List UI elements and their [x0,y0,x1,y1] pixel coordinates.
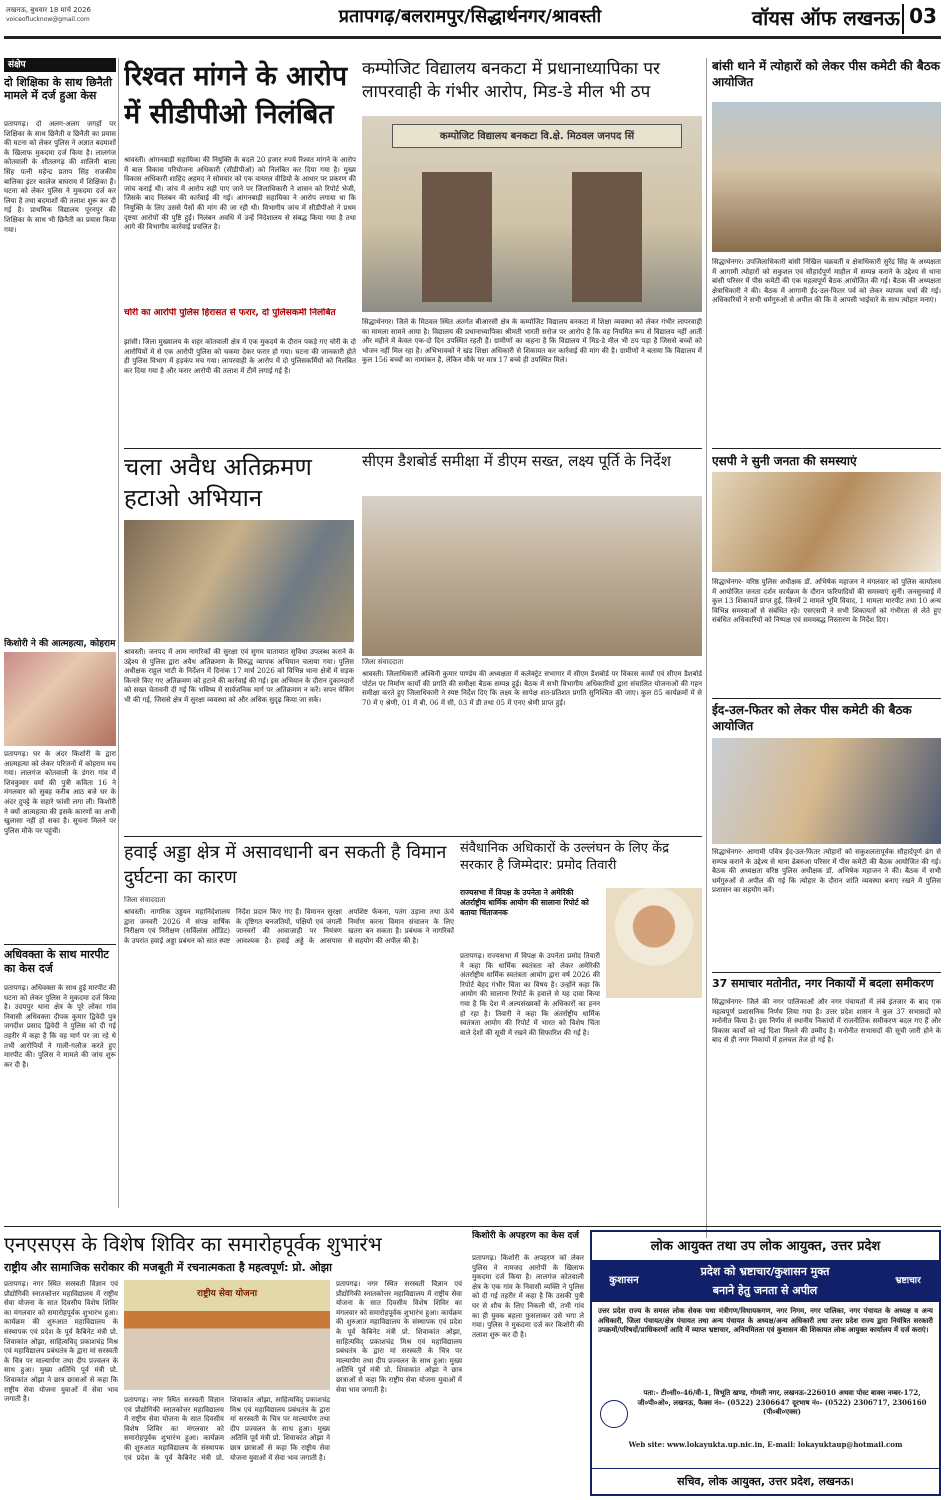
story-airport-byline: जिला संवाददाता [124,896,166,904]
story-eid-body: सिद्धार्थनगर- आगामी पवित्र ईद-उल-फितर त्योहारों को सकुशलतापूर्वक सौहार्दपूर्ण ढंग से सम्पन्न कराने के उद्देश्य से थाना ढेबरुआ परिसर में पीस कमेटी की बैठक आयोजित की गई। बैठक की अध्यक्षता वरिष्ठ पुलिस अधीक्षक डॉ. अभिषेक महाजन ने की। बैठक में सभी धर्मगुरुओं से अपील की गई कि त्योहार के दौरान शांति व्यवस्था बनाए रखने में पुलिस प्रशासन का सहयोग करें। [712,848,941,895]
story-bansi-photo [712,102,941,252]
ad-contact: पता:- टी०सी०-46/वी-1, विभूति खण्ड, गोमती नगर, लखनऊ-226010 अथवा पोस्ट बाक्स नम्बर-172, जी०पी०ओ०, लखनऊ, फैक्स नं०- (0522) 2306647 दूरभाष नं०- (0522) 2306717, 2306160 (पी०बी०एक्स) [637,1388,927,1417]
story-encroachment-drive [124,452,354,830]
story-pramod-tiwari [460,840,702,1220]
story-nss-body-bottom: प्रतापगढ़। नगर स्थित सरस्वती विज्ञान एवं प्रौद्योगिकी स्नातकोत्तर महाविद्यालय में राष्ट्रीय सेवा योजना के सात दिवसीय विशेष शिविर का मंगलवार को समारोहपूर्वक शुभारंभ हुआ। कार्यक्रम की शुरुआत महाविद्यालय के संस्थापक एवं प्रदेश के पूर्व कैबिनेट मंत्री प्रो. शिवाकांत ओझा, साहित्यविद् प्रकाशचंद्र मिश्र एवं महाविद्यालय प्रबंधतंत्र के द्वारा मां सरस्वती के चित्र पर माल्यार्पण तथा दीप प्रज्वलन के साथ हुआ। मुख्य अतिथि पूर्व मंत्री प्रो. शिवाकांत ओझा ने छात्र छात्राओं से कहा कि राष्ट्रीय सेवा योजना युवाओं में सेवा भाव जगाती है। [124,1396,330,1462]
story-nss-banner: राष्ट्रीय सेवा योजना [196,1289,258,1299]
story-nominations-rule [712,972,941,973]
story-bansi-peace-committee [712,58,941,442]
story-cdpo-body: श्रावस्ती। आंगनबाड़ी सहायिका की नियुक्ति के बदले 20 हजार रुपये रिश्वत मांगने के आरोप में बाल विकास परियोजना अधिकारी (सीडीपीओ) को निलंबित कर दिया गया है। मुख्य विकास अधिकारी शाहिद अहमद ने सोमवार को एक वायरल वीडियो के आधार पर प्रकरण की जांच कराई थी। जांच में आरोप सही पाए जाने पर जिलाधिकारी ने शासन को रिपोर्ट भेजी, जिसके बाद निलंबन की कार्रवाई की गई। आंगनबाड़ी सहायिका ने आरोप लगाया था कि नियुक्ति के लिए उससे पैसों की मांग की जा रही थी। विभागीय जांच में सीडीपीओ ने प्रथम दृष्टया आरोपों की पुष्टि हुई। निलंबन अवधि में उन्हें निदेशालय से संबद्ध किया गया है तथा आगे की विभागीय कार्रवाई प्रचलित है। [124,156,356,232]
story-airport-safety [124,840,454,1220]
masthead-paper-name: वॉयस ऑफ लखनऊ [752,6,900,30]
story-cdpo-subbody: झांसी। जिला मुख्यालय के शहर कोतवाली क्षेत्र में एक मुकदमे के दौरान पकड़े गए चोरी के दो आरोपियों में से एक आरोपी पुलिस को चकमा देकर फरार हो गया। घटना की जानकारी होते ही पुलिस विभाग में हड़कंप मच गया। लापरवाही के आरोप में दो पुलिसकर्मियों को निलंबित कर दिया गया है और फरार आरोपी की तलाश में टीमें लगाई गई हैं। [124,338,356,375]
ad-body: उत्तर प्रदेश राज्य के समस्त लोक सेवक यथा मंत्रीगण/विधायकगण, नगर निगम, नगर पालिका, नगर पंचायत के अध्यक्ष व अन्य अधिकारी, जिला पंचायत/क्षेत्र पंचायत तथा अन्य पंचायत के अध्यक्ष/अन्य अधिकारी तथा उत्तर प्रदेश राज्य द्वारा नियंत्रित सरकारी उपक्रमों/परिषदों/प्राधिकरणों आदि में व्याप्त भ्रष्टाचार, अनियमितता एवं कुशासन की शिकायत लोक आयुक्त कार्यालय में दर्ज कराएं। [598,1306,933,1335]
story-kidnap-body: प्रतापगढ़। किशोरी के अपहरण को लेकर पुलिस ने नामजद आरोपी के खिलाफ मुकदमा दर्ज किया है। लालगंज कोतवाली क्षेत्र के एक गांव के निवासी व्यक्ति ने पुलिस को दी गई तहरीर में कहा है कि उसकी पुत्री घर से शौच के लिए निकली थी, तभी गांव का ही युवक बहला फुसलाकर उसे भगा ले गया। पुलिस ने मुकदमा दर्ज कर किशोरी की तलाश शुरू कर दी है। [472,1254,584,1339]
story-encroachment-headline: चला अवैध अतिक्रमण हटाओ अभियान [124,453,312,512]
brief-headline-1: दो शिक्षिका के साथ छिनैती मामले में दर्ज हुआ केस [4,76,112,102]
brief-body-2: प्रतापगढ़। घर के अंदर किशोरी के द्वारा आत्महत्या को लेकर परिजनों में कोहराम मच गया। लालगंज कोतवाली के डंगरा गांव में शिवकुमार वर्मा की पुत्री कविता 16 ने मंगलवार को सुबह करीब आठ बजे घर के अंदर दुपट्टे के सहारे फांसी लगा ली। किशोरी ने क्यों आत्महत्या की इसके कारणों का अभी खुलासा नहीं हो सका है। सूचना मिलने पर पुलिस मौके पर पहुंची। [4,750,116,835]
ad-title: लोक आयुक्त तथा उप लोक आयुक्त, उत्तर प्रदेश [650,1239,881,1254]
story-nominations-body: सिद्धार्थनगर- जिले की नगर पालिकाओं और नगर पंचायतों में लंबे इंतजार के बाद एक महत्वपूर्ण प्रशासनिक निर्णय लिया गया है। उत्तर प्रदेश शासन ने कुल 37 सभासदों को मनोनीत किया है। इस निर्णय से स्थानीय निकायों में राजनीतिक समीकरण बदल गए हैं और विकास कार्यों को नई दिशा मिलने की उम्मीद है। मनोनीत सभासदों की सूची जारी होने के बाद से ही नगर निकायों में हलचल तेज हो गई है। [712,998,941,1045]
brief-column [4,58,116,938]
row-rule-1 [124,448,702,449]
lokayukta-ad [590,1230,941,1496]
story-cm-byline: जिला संवाददाता [362,658,404,666]
story-sp-public-hearing [712,448,941,692]
brief-headline-3: अधिवक्ता के साथ मारपीट का केस दर्ज [4,948,109,975]
school-door-right [572,172,642,302]
story-encroachment-photo [124,520,354,642]
story-cdpo-headline: रिश्वत मांगने के आरोप में सीडीपीओ निलंबित [124,61,348,130]
story-eid-rule [712,698,941,699]
story-cdpo-subheadline: चोरी का आरोपी पुलिस हिरासत से फरार, दो पुलिसकर्मी निलंबित [124,308,336,318]
ad-emblem [600,1400,628,1428]
story-nss-body-left: प्रतापगढ़। नगर स्थित सरस्वती विज्ञान एवं प्रौद्योगिकी स्नातकोत्तर महाविद्यालय में राष्ट्रीय सेवा योजना के सात दिवसीय विशेष शिविर का मंगलवार को समारोहपूर्वक शुभारंभ हुआ। कार्यक्रम की शुरुआत महाविद्यालय के संस्थापक एवं प्रदेश के पूर्व कैबिनेट मंत्री प्रो. शिवाकांत ओझा, साहित्यविद् प्रकाशचंद्र मिश्र एवं महाविद्यालय प्रबंधतंत्र के द्वारा मां सरस्वती के चित्र पर माल्यार्पण तथा दीप प्रज्वलन के साथ हुआ। मुख्य अतिथि पूर्व मंत्री प्रो. शिवाकांत ओझा ने छात्र छात्राओं से कहा कि राष्ट्रीय सेवा योजना युवाओं में सेवा भाव जगाती है। [4,1280,118,1404]
school-door-left [422,172,492,302]
story-cm-dashboard [362,452,702,830]
masthead-rule [4,36,941,39]
story-school-headline: कम्पोजिट विद्यालय बनकटा में प्रधानाध्यापिका पर लापरवाही के गंभीर आरोप, मिड-डे मील भी ठप [362,59,660,102]
story-nss-photo [124,1280,330,1390]
story-sp-photo [712,472,941,572]
story-cm-headline: सीएम डैशबोर्ड समीक्षा में डीएम सख्त, लक्ष्य पूर्ति के निर्देश [362,452,671,470]
story-pramod-kicker: राज्यसभा में विपक्ष के उपनेता ने अमेरिकी अंतर्राष्ट्रीय धार्मिक आयोग की सालाना रिपोर्ट को बताया चिंताजनक [460,888,589,917]
row-rule-3 [4,1226,941,1227]
ad-left-tag: कुशासन [609,1275,639,1286]
story-kidnap [472,1230,584,1496]
brief-tag: संक्षेप [4,58,116,72]
story-nss-body-right: प्रतापगढ़। नगर स्थित सरस्वती विज्ञान एवं प्रौद्योगिकी स्नातकोत्तर महाविद्यालय में राष्ट्रीय सेवा योजना के सात दिवसीय विशेष शिविर का मंगलवार को समारोहपूर्वक शुभारंभ हुआ। कार्यक्रम की शुरुआत महाविद्यालय के संस्थापक एवं प्रदेश के पूर्व कैबिनेट मंत्री प्रो. शिवाकांत ओझा, साहित्यविद् प्रकाशचंद्र मिश्र एवं महाविद्यालय प्रबंधतंत्र के द्वारा मां सरस्वती के चित्र पर माल्यार्पण तथा दीप प्रज्वलन के साथ हुआ। मुख्य अतिथि पूर्व मंत्री प्रो. शिवाकांत ओझा ने छात्र छात्राओं से कहा कि राष्ट्रीय सेवा योजना युवाओं में सेवा भाव जगाती है। [336,1280,462,1394]
story-pramod-body: प्रतापगढ़। राज्यसभा में विपक्ष के उपनेता प्रमोद तिवारी ने कहा कि धार्मिक स्वतंत्रता को लेकर अमेरिकी अंतर्राष्ट्रीय धार्मिक स्वतंत्रता आयोग द्वारा वर्ष 2026 की रिपोर्ट बेहद गंभीर चिंता का विषय है। उन्होंने कहा कि आयोग की सालाना रिपोर्ट के हवाले से यह दावा किया गया है कि देश में अल्पसंख्यकों के अधिकारों का हनन हो रहा है। तिवारी ने कहा कि अंतर्राष्ट्रीय धार्मिक स्वतंत्रता आयोग की रिपोर्ट में भारत को विशेष चिंता वाले देशों की सूची में रखने की सिफारिश की गई है। [460,952,600,1037]
story-pramod-photo [606,888,702,998]
story-school-body: सिद्धार्थनगर। जिले के मिठवल स्थित अंतर्गत बीआरसी क्षेत्र के कम्पोजिट विद्यालय बनकटा में शिक्षा व्यवस्था को लेकर गंभीर लापरवाही का मामला सामने आया है। विद्यालय की प्रधानाध्यापिका श्रीमती भारती सरोज पर आरोप है कि वह नियमित रूप से विद्यालय नहीं आतीं और महीने में केवल एक-दो दिन उपस्थित रहती हैं। ग्रामीणों का कहना है कि विद्यालय में मिड-डे मील भी ठप पड़ा है जिससे बच्चों को भोजन नहीं मिल रहा है। अभिभावकों ने खंड शिक्षा अधिकारी से शिकायत कर कार्रवाई की मांग की है। ग्रामीणों ने बताया कि विद्यालय में कुल 156 बच्चों का नामांकन है, लेकिन मौके पर मात्र 17 बच्चे ही उपस्थित मिले। [362,318,702,365]
ad-right-tag: भ्रष्टाचार [895,1276,921,1286]
story-bansi-body: सिद्धार्थनगर। उपजिलाधिकारी बांसी निखिल चक्रवर्ती व क्षेत्राधिकारी सुरेंद्र सिंह के अध्यक्षता में आगामी त्योहारों को सकुशल एवं सौहार्दपूर्ण माहौल में सम्पन्न कराने के उद्देश्य से थाना बांसी परिसर में पीस कमेटी की एक महत्वपूर्ण बैठक आयोजित की गई। बैठक की अध्यक्षता क्षेत्राधिकारी ने की। बैठक में आगामी ईद-उल-फितर पर्व को लेकर व्यापक चर्चा की गई। अधिकारियों ने सभी धर्मगुरुओं से अपील की कि वे आपसी भाईचारे के साथ त्योहार मनाएं। [712,258,941,305]
story-eid-photo [712,738,941,844]
story-cm-body: श्रावस्ती। जिलाधिकारी अश्विनी कुमार पाण्डेय की अध्यक्षता में कलेक्ट्रेट सभागार में सीएम डैशबोर्ड पर विकास कार्यों एवं सीएम डैशबोर्ड पोर्टल पर निर्माण कार्यों की प्रगति की समीक्षा बैठक सम्पन्न हुई। बैठक में सभी विभागीय अधिकारियों द्वारा संचालित योजनाओं की गहन समीक्षा करते हुए जिलाधिकारी ने स्पष्ट निर्देश दिए कि लक्ष्य के सापेक्ष शत-प्रतिशत प्रगति सुनिश्चित की जाए। कुल 85 कार्यक्रमों में से 70 में ए श्रेणी, 01 में बी, 06 में सी, 03 में डी तथा 05 में एनए श्रेणी प्राप्त हुई। [362,670,702,707]
brief-headline-2: किशोरी ने की आत्महत्या, कोहराम [4,639,116,649]
masthead-email: voiceoflucknow@gmail.com [6,16,90,23]
row-rule-2 [124,836,702,837]
story-bansi-headline: बांसी थाने में त्योहारों को लेकर पीस कमेटी की बैठक आयोजित [712,59,940,89]
story-eid-headline: ईद-उल-फितर को लेकर पीस कमेटी की बैठक आयोजित [712,703,912,733]
story-sp-body: सिद्धार्थनगर- वरिष्ठ पुलिस अधीक्षक डॉ. अभिषेक महाजन ने मंगलवार को पुलिस कार्यालय में आयोजित जनता दर्शन कार्यक्रम के दौरान फरियादियों की समस्याएं सुनीं। जनसुनवाई में कुल 13 शिकायतें प्राप्त हुईं, जिनमें 2 मामले भूमि विवाद, 1 मामला मारपीट तथा 10 अन्य विभिन्न समस्याओं से संबंधित रहे। एसएसपी ने सभी शिकायतों को गंभीरता से लेते हुए संबंधित अधिकारियों को निष्पक्ष एवं समयबद्ध निस्तारण के निर्देश दिए। [712,578,941,625]
story-sp-headline: एसपी ने सुनी जनता की समस्याएं [712,454,857,468]
story-nominations-headline: 37 समाचार मतोनीत, नगर निकायों में बदला समीकरण [712,977,934,990]
ad-slogan-2: बनाने हेतु जनता से अपील [712,1284,818,1297]
story-nss-camp [4,1230,462,1496]
masthead [0,0,945,54]
story-nss-headline: एनएसएस के विशेष शिविर का समारोहपूर्वक शुभारंभ [4,1232,382,1256]
brief-rule [4,944,116,945]
brief-body-1: प्रतापगढ़। दो अलग-अलग जगहों पर शिक्षिका के साथ छिनैती व छिनैती का प्रयास की घटना को लेकर पुलिस ने अज्ञात बदमाशों के खिलाफ मुकदमा दर्ज किया है। लालगंज कोतवाली के शीतलगढ़ की शालिनी बाला सिंह पत्नी महेन्द्र प्रताप सिंह राजकीय बालिका इंटर कालेज बाघराय में शिक्षिका हैं। घटना को लेकर पुलिस ने मुकदमा दर्ज कर लिया है तथा बदमाशों की तलाश शुरू कर दी गई है। प्राथमिक विद्यालय पूरनपुर की शिक्षिका के साथ भी छिनैती का प्रयास किया गया। [4,120,116,234]
story-airport-headline: हवाई अड्डा क्षेत्र में असावधानी बन सकती है विमान दुर्घटना का कारण [124,842,447,888]
story-eid-peace-committee [712,698,941,968]
masthead-section: प्रतापगढ़/बलरामपुर/सिद्धार्थनगर/श्रावस्ती [338,6,602,27]
story-cdpo-suspended [124,58,356,446]
ad-slogan-1: प्रदेश को भ्रष्टाचार/कुशासन मुक्त [700,1265,830,1278]
column-rule-2 [706,58,707,1238]
story-sp-rule [712,448,941,449]
ad-website: Web site: www.lokayukta.up.nic.in, E-mail: lokayuktaup@hotmail.com [628,1440,903,1449]
ad-footer: सचिव, लोक आयुक्त, उत्तर प्रदेश, लखनऊ। [592,1468,939,1494]
brief-photo [4,652,116,746]
column-rule-1 [118,58,119,1208]
story-nominations [712,972,941,1234]
school-sign: कम्पोजिट विद्यालय बनकटा वि.क्षे. मिठवल जनपद सिं [392,124,682,148]
brief-column-2 [4,944,116,1204]
brief-body-3: प्रतापगढ़। अधिवक्ता के साथ हुई मारपीट की घटना को लेकर पुलिस ने मुकदमा दर्ज किया है। उदयपुर थाना क्षेत्र के पूरे लोका गांव निवासी अधिवक्ता दीपक कुमार द्विवेदी पुत्र जगदीश प्रसाद द्विवेदी ने पुलिस को दी गई तहरीर में कहा है कि वह मार्ग पर जा रहे थे तभी आरोपियों ने गाली-गलौज करते हुए मारपीट की। पुलिस ने मामले की जांच शुरू कर दी है। [4,984,116,1069]
story-kidnap-headline: किशोरी के अपहरण का केस दर्ज [472,1231,579,1241]
story-nss-subhead: राष्ट्रीय और सामाजिक सरोकार की मजबूती में रचनात्मकता है महत्वपूर्ण: प्रो. ओझा [4,1261,332,1274]
story-encroachment-body: श्रावस्ती। जनपद में आम नागरिकों की सुरक्षा एवं सुगम यातायात सुविधा उपलब्ध कराने के उद्देश्य से पुलिस द्वारा अवैध अतिक्रमण के विरुद्ध व्यापक अभियान चलाया गया। पुलिस अधीक्षक राहुल भाटी के निर्देशन में दिनांक 17 मार्च 2026 को विभिन्न थाना क्षेत्रों में सड़क किनारे किए गए अतिक्रमण को हटाने की कार्रवाई की गई। इस अभियान के दौरान दुकानदारों को सख्त चेतावनी दी गई कि भविष्य में सार्वजनिक मार्ग पर अतिक्रमण न करें। सपन चेकिंग भी की गई, जिससे क्षेत्र में सुरक्षा व्यवस्था को और अधिक सुदृढ़ किया जा सके। [124,648,354,704]
masthead-page-number: 03 [902,4,942,34]
story-school-photo [362,116,702,312]
story-pramod-headline: संवैधानिक अधिकारों के उल्लंघन के लिए केंद्र सरकार है जिम्मेदार: प्रमोद तिवारी [460,841,669,873]
story-airport-body: श्रावस्ती। नागरिक उड्डयन महानिदेशालय द्वारा जनवरी 2026 में संपन्न वार्षिक निरीक्षण एवं निरीक्षण (सर्विलांस ऑडिट) के उपरांत हवाई अड्डा प्रबंधन को सात स्पष्ट निर्देश प्रदान किए गए हैं। विमानन सुरक्षा के दृष्टिगत बनजतियों, पक्षियों एवं जंगली जानवरों की आवाजाही पर नियंत्रण आवश्यक है। हवाई अड्डे के आसपास अपशिष्ट फेंकना, पतंग उड़ाना तथा ऊंचे निर्माण करना विमान संचालन के लिए खतरा बन सकता है। प्रबंधक ने नागरिकों से सहयोग की अपील की है। [124,908,454,945]
masthead-date: लखनऊ, बुधवार 18 मार्च 2026 [6,6,92,14]
story-cm-photo [362,496,702,656]
story-school-negligence [362,58,702,442]
